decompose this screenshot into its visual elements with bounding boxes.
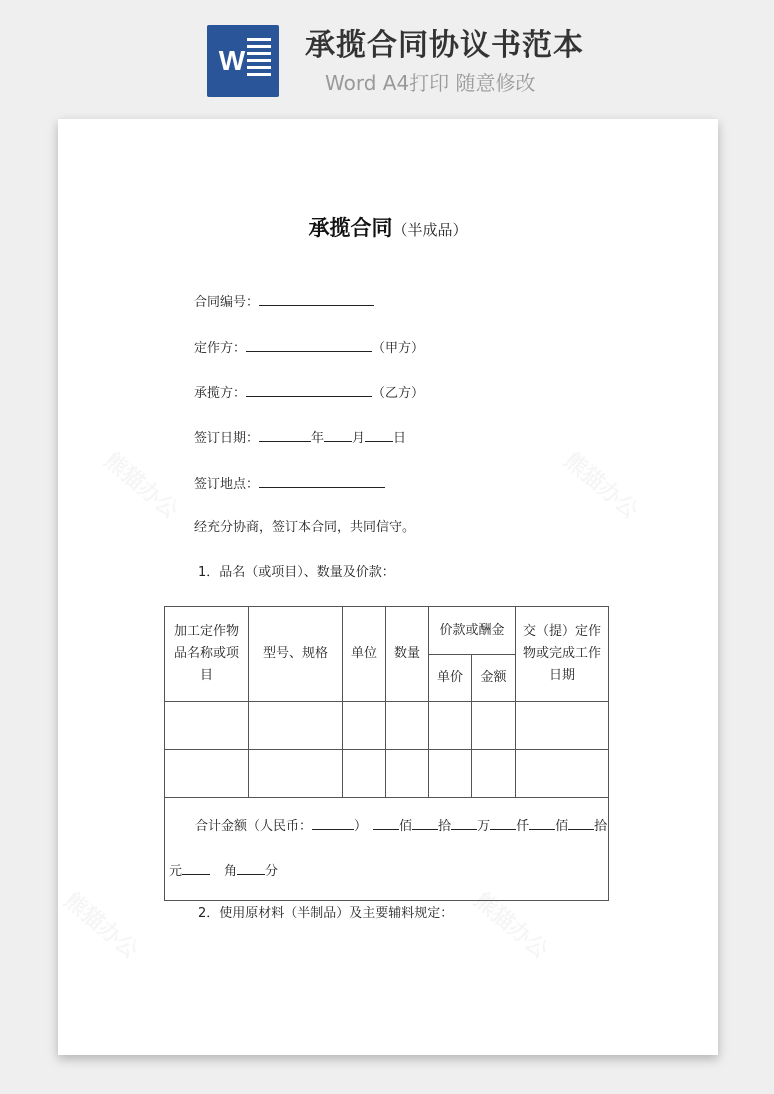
unit-fen: 分: [265, 864, 279, 879]
document-lines-icon: [247, 38, 271, 80]
sign-date-label: 签订日期：: [194, 431, 260, 446]
section-1-heading: 1．品名（或项目）、数量及价款：: [198, 565, 395, 580]
contractor-suffix: （乙方）: [372, 386, 425, 401]
sign-place-label: 签订地点：: [194, 477, 260, 492]
unit-wan: 万: [477, 819, 491, 834]
header: [0, 0, 774, 110]
header-quantity: 数量: [393, 646, 420, 661]
header-unit-price: 单价: [436, 670, 463, 685]
sign-place-blank[interactable]: [259, 474, 385, 488]
header-amount: 金额: [480, 670, 507, 685]
amount-blank[interactable]: [451, 816, 477, 830]
month-blank[interactable]: [324, 428, 352, 442]
word-letter: W: [218, 45, 246, 76]
header-unit: 单位: [350, 646, 377, 661]
intro-text: 经充分协商，签订本合同，共同信守。: [194, 520, 416, 535]
orderer-line: [194, 338, 424, 358]
sign-date-line: [194, 428, 406, 448]
year-label: 年: [311, 431, 325, 446]
watermark: [58, 884, 145, 964]
unit-bai: 佰: [399, 819, 413, 834]
header-subtitle: Word A4打印 随意修改: [325, 71, 536, 95]
header-model: 型号、规格: [262, 646, 328, 661]
contract-title-paren: （半成品）: [392, 221, 468, 239]
amount-blank[interactable]: [412, 816, 438, 830]
amount-blank[interactable]: [373, 816, 399, 830]
header-price-group: 价款或酬金: [439, 622, 505, 638]
total-label: 合计金额（人民币：: [195, 819, 313, 834]
total-amount-row: [195, 815, 607, 834]
contract-number-label: 合同编号：: [194, 295, 260, 310]
contractor-blank[interactable]: [246, 383, 372, 397]
orderer-label: 定作方：: [194, 341, 247, 356]
unit-qian: 仟: [516, 819, 530, 834]
header-delivery: 交（提）定作物或完成工作日期: [522, 624, 601, 683]
amount-blank[interactable]: [568, 816, 594, 830]
section-2-heading: 2．使用原材料（半制品）及主要辅料规定：: [198, 906, 454, 921]
sign-place-line: [194, 474, 385, 494]
contractor-label: 承揽方：: [194, 386, 247, 401]
day-blank[interactable]: [365, 428, 393, 442]
watermark: [558, 444, 645, 524]
header-title: 承揽合同协议书范本: [305, 28, 584, 63]
items-table: [164, 606, 609, 901]
contract-number-line: [194, 292, 374, 312]
month-label: 月: [352, 431, 366, 446]
unit-jiao: 角: [224, 864, 238, 879]
orderer-blank[interactable]: [246, 338, 372, 352]
total-blank[interactable]: [312, 816, 354, 830]
watermark: [98, 444, 185, 524]
unit-yuan: 元: [169, 864, 183, 879]
contractor-line: [194, 383, 424, 403]
unit-bai-2: 佰: [555, 819, 569, 834]
amount-blank[interactable]: [529, 816, 555, 830]
unit-shi: 拾: [438, 819, 452, 834]
amount-blank[interactable]: [490, 816, 516, 830]
amount-blank[interactable]: [237, 861, 265, 875]
total-close: ）: [354, 819, 368, 834]
contract-title-main: 承揽合同: [308, 216, 393, 240]
year-blank[interactable]: [259, 428, 311, 442]
header-item: 加工定作物品名称或项目: [173, 624, 239, 683]
total-amount-row-2: [169, 860, 278, 879]
orderer-suffix: （甲方）: [372, 341, 425, 356]
contract-title: [58, 212, 718, 242]
word-icon: [207, 25, 279, 97]
contract-number-blank[interactable]: [259, 292, 374, 306]
unit-shi-2: 拾: [594, 819, 608, 834]
day-label: 日: [393, 431, 407, 446]
amount-blank[interactable]: [182, 861, 210, 875]
document-page: [58, 119, 718, 1055]
